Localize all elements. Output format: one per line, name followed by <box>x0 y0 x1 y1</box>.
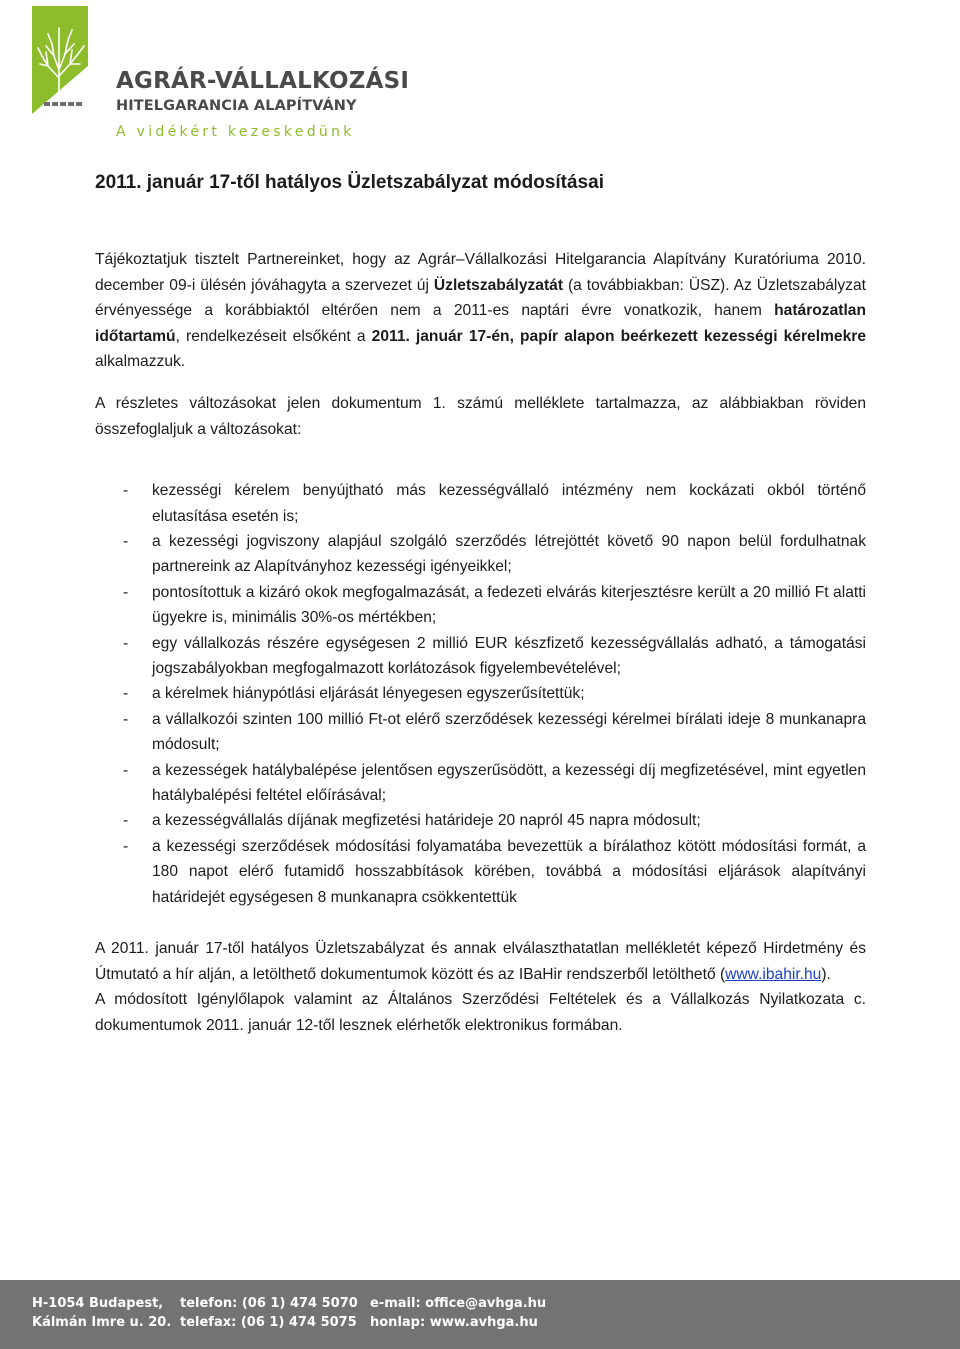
intro-bold-1: Üzletszabályzatát <box>433 276 564 294</box>
intro-paragraph <box>95 247 866 375</box>
logo-tagline: A vidékért kezeskedünk <box>116 124 355 140</box>
list-item: - a kezességvállalás díjának megfizetési határideje 20 napról 45 napra módosult; <box>95 808 866 833</box>
footer-address-line1: H-1054 Budapest, <box>32 1296 164 1311</box>
document-title: 2011. január 17-től hatályos Üzletszabályzat módosításai <box>95 172 604 193</box>
intro-bold-3: 2011. január 17-én, papír alapon beérkezett kezességi kérelmekre <box>371 327 867 345</box>
tree-logo-icon <box>32 6 112 114</box>
list-item: - a vállalkozói szinten 100 millió Ft-ot elérő szerződések kezességi kérelmei bírálati ideje 8 munkanapra módosult; <box>95 707 866 758</box>
footer-phone: telefon: (06 1) 474 5070 <box>180 1296 358 1311</box>
list-item: - egy vállalkozás részére egységesen 2 millió EUR készfizető kezességvállalás adható, a támogatási jogszabályokban megfogalmazott korlátozások figyelembevételével; <box>95 631 866 682</box>
intro-bold-2: határozatlan időtartamú <box>95 302 866 345</box>
footer-email[interactable]: e-mail: office@avhga.hu <box>370 1296 547 1311</box>
footer-contacts <box>370 1294 546 1332</box>
logo-subtitle: HITELGARANCIA ALAPÍTVÁNY <box>116 98 357 114</box>
closing-paragraph-2: A módosított Igénylőlapok valamint az Általános Szerződési Feltételek és a Vállalkozás Nyilatkozata c. dokumentumok 2011. január 12-től lesznek elérhetők elektronikus formában. <box>95 991 866 1034</box>
footer-address <box>32 1294 171 1332</box>
list-item: - a kezességi jogviszony alapjául szolgáló szerződés létrejöttét követő 90 napon belül fordulhatnak partnereink az Alapítványhoz kezességi igényeikkel; <box>95 529 866 580</box>
list-item: - a kezességek hatálybalépése jelentősen egyszerűsödött, a kezességi díj megfizetésével, mint egyetlen hatálybalépési feltétel előírásával; <box>95 758 866 809</box>
ibahir-link[interactable]: www.ibahir.hu <box>725 965 822 983</box>
list-item: - pontosítottuk a kizáró okok megfogalmazását, a fedezeti elvárás kiterjesztésre került a 20 millió Ft alatti ügyekre is, minimális 30%-os mértékben; <box>95 580 866 631</box>
list-item: - a kezességi szerződések módosítási folyamatába bevezettük a bírálathoz kötött módosítási formát, a 180 napot elérő futamidő hosszabbítások körében, továbbá a módosítási eljárások alapítványi határidejét egységesen 8 munkanapra csökkentettük <box>95 834 866 910</box>
intro-text-1: Tájékoztatjuk tisztelt Partnereinket, hogy az Agrár–Vállalkozási Hitelgarancia Alapítvány Kuratóriuma 2010. december 09-i ülésén jóváhagyta a szervezet új <box>95 251 866 294</box>
logo-title: AGRÁR-VÁLLALKOZÁSI <box>116 68 410 94</box>
closing-paragraph-1 <box>95 936 866 987</box>
footer <box>0 1280 960 1349</box>
footer-phones <box>180 1294 358 1332</box>
footer-address-line2: Kálmán Imre u. 20. <box>32 1315 172 1330</box>
logo <box>32 6 410 140</box>
intro-text-2: (a továbbiakban: ÜSZ). Az Üzletszabályzat érvényessége a korábbiaktól eltérően nem a 2011-es naptári évre vonatkozik, hanem <box>95 276 866 320</box>
closing-end: ). <box>821 965 831 983</box>
details-paragraph: A részletes változásokat jelen dokumentum 1. számú melléklete tartalmazza, az alábbiakban röviden összefoglaljuk a változásokat: <box>95 394 866 438</box>
list-item: - a kérelmek hiánypótlási eljárását lényegesen egyszerűsítettük; <box>95 681 866 706</box>
intro-text-3: , rendelkezéseit elsőként a <box>175 327 372 345</box>
footer-web[interactable]: honlap: www.avhga.hu <box>370 1315 538 1330</box>
changes-list <box>95 478 866 910</box>
intro-text-4: alkalmazzuk. <box>95 353 186 371</box>
footer-fax: telefax: (06 1) 474 5075 <box>180 1315 357 1330</box>
closing-text: A 2011. január 17-től hatályos Üzletszabályzat és annak elválaszthatatlan mellékletét képező Hirdetmény és Útmutató a hír alján, a letölthető dokumentumok között és az IBaHir rendszerből letölthető ( <box>95 940 866 983</box>
document-body <box>95 247 866 1038</box>
list-item: - kezességi kérelem benyújtható más kezességvállaló intézmény nem kockázati okból történő elutasítása esetén is; <box>95 478 866 529</box>
